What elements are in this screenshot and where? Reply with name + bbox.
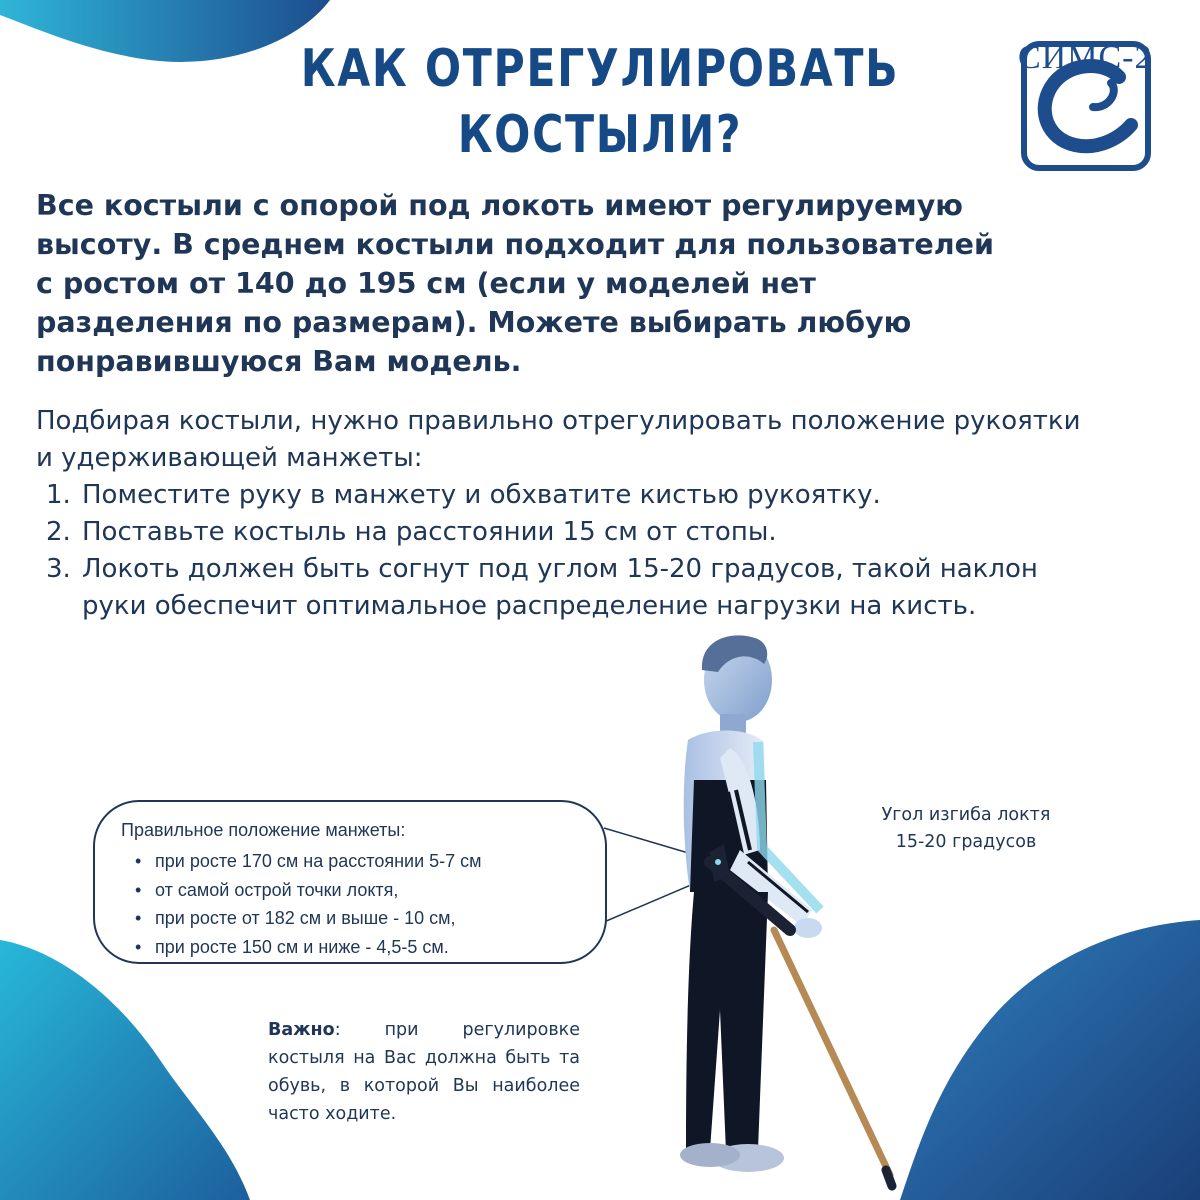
important-note: [268, 1016, 580, 1128]
page-title: [264, 36, 936, 168]
important-text: : при регулировке костыля на Вас должна быть та обувь, в которой Вы наиболее часто ходите.: [268, 1020, 580, 1124]
decorative-wave-bottom-left: [0, 940, 260, 1200]
callout-list-item: • от самой острой точки локтя,: [135, 876, 482, 905]
step-text: Поместите руку в манжету и обхватите кистью рукоятку.: [82, 480, 881, 510]
elbow-angle-line-1: Угол изгиба локтя: [881, 805, 1051, 825]
step-item: [36, 551, 1176, 625]
callout-list: [135, 847, 482, 961]
callout-title: Правильное положение манжеты:: [121, 820, 406, 840]
intro-line: с ростом от 140 до 195 см (если у моделей нет: [36, 267, 816, 300]
step-text: Локоть должен быть согнут под углом 15-20 градусов, такой наклон: [82, 554, 1038, 584]
man-with-crutch-illustration: [590, 630, 950, 1200]
callout-list-item: • при росте от 182 см и выше - 10 см,: [135, 904, 482, 933]
page-title-line-1: КАК ОТРЕГУЛИРОВАТЬ: [300, 39, 900, 99]
elbow-angle-line-2: 15-20 градусов: [895, 832, 1037, 852]
intro-paragraph: [36, 186, 1036, 381]
intro-line: понравившуюся Вам модель.: [36, 345, 522, 378]
callout-list-item: • при росте 170 см на расстоянии 5-7 см: [135, 847, 482, 876]
page-title-line-2: КОСТЫЛИ?: [457, 105, 743, 165]
important-label: Важно: [268, 1020, 335, 1040]
brand-logo: [1018, 38, 1158, 218]
step-number: 2.: [46, 517, 71, 547]
instructions-steps: [36, 477, 1176, 625]
instructions-lead: [36, 403, 1176, 477]
step-number: 3.: [46, 554, 71, 584]
step-text: Поставьте костыль на расстоянии 15 см от стопы.: [82, 517, 777, 547]
lead-line: Подбирая костыли, нужно правильно отрегулировать положение рукоятки: [36, 406, 1081, 436]
cuff-position-callout: [93, 800, 607, 964]
logo-wordmark: СИМС-2: [1018, 39, 1153, 76]
step-item: [36, 514, 1176, 551]
step-number: 1.: [46, 480, 71, 510]
elbow-angle-label: [846, 802, 1086, 856]
callout-list-item: • при росте 150 см и ниже - 4,5-5 см.: [135, 933, 482, 962]
step-item: [36, 477, 1176, 514]
lead-line: и удерживающей манжеты:: [36, 443, 423, 473]
intro-line: Все костыли с опорой под локоть имеют регулируемую: [36, 189, 964, 222]
step-text: руки обеспечит оптимальное распределение нагрузки на кисть.: [82, 591, 977, 621]
intro-line: высоту. В среднем костыли подходит для пользователей: [36, 228, 994, 261]
intro-line: разделения по размерам). Можете выбирать любую: [36, 306, 912, 339]
